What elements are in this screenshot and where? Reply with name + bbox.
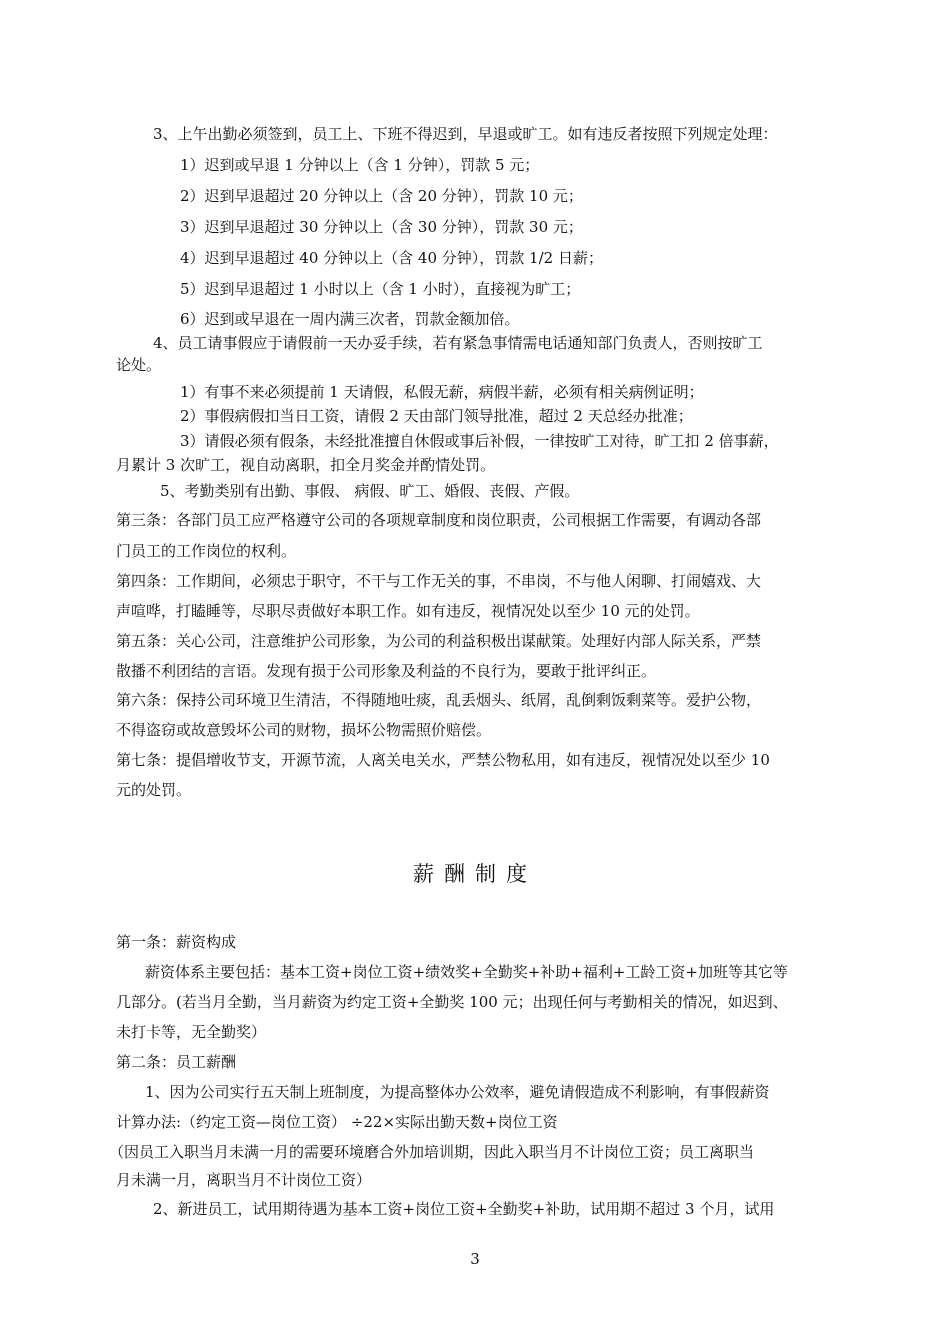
salary-rule-2: 2、新进员工，试用期待遇为基本工资+岗位工资+全勤奖+补助，试用期不超过 3 个月，试用 [153, 1200, 775, 1218]
salary-article-2: 第二条：员工薪酬 [116, 1053, 237, 1071]
page-number: 3 [470, 1250, 480, 1268]
attendance-rule-3: 3、上午出勤必须签到，员工上、下班不得迟到，早退或旷工。如有违反者按照下列规定处理： [153, 125, 778, 143]
salary-structure-cont-2: 未打卡等，无全勤奖） [116, 1023, 267, 1041]
leave-rule-4: 4、员工请事假应于请假前一天办妥手续，若有紧急事情需电话通知部门负责人，否则按旷工 [153, 334, 763, 352]
article-3-cont: 门员工的工作岗位的权利。 [116, 542, 297, 560]
salary-rule-1-formula: 计算办法:（约定工资—岗位工资） ÷22×实际出勤天数+岗位工资 [116, 1113, 558, 1131]
penalty-item-5: 5）迟到早退超过 1 小时以上（含 1 小时），直接视为旷工； [180, 280, 581, 298]
salary-article-1: 第一条：薪资构成 [116, 933, 237, 951]
article-4-cont: 声喧哗，打瞌睡等，尽职尽责做好本职工作。如有违反，视情况处以至少 10 元的处罚。 [116, 602, 700, 620]
article-7-cont: 元的处罚。 [116, 781, 192, 799]
leave-item-3-cont: 月累计 3 次旷工，视自动离职，扣全月奖金并酌情处罚。 [116, 456, 496, 474]
article-4: 第四条：工作期间，必须忠于职守，不干与工作无关的事，不串岗，不与他人闲聊、打闹嬉戏、大 [116, 572, 762, 590]
leave-item-3: 3）请假必须有假条，未经批准擅自休假或事后补假，一律按旷工对待，旷工扣 2 倍事薪， [180, 432, 779, 450]
article-6-cont: 不得盗窃或故意毁坏公司的财物，损坏公物需照价赔偿。 [116, 721, 492, 739]
attendance-categories: 5、考勤类别有出勤、事假、 病假、旷工、婚假、丧假、产假。 [160, 482, 580, 500]
salary-structure: 薪资体系主要包括：基本工资+岗位工资+绩效奖+全勤奖+补助+福利+工龄工资+加班等其它等 [145, 963, 788, 981]
section-title: 薪酬制度 [413, 862, 537, 886]
penalty-item-2: 2）迟到早退超过 20 分钟以上（含 20 分钟），罚款 10 元； [180, 187, 583, 205]
salary-rule-1-note-cont: 月未满一月，离职当月不计岗位工资） [116, 1171, 372, 1189]
salary-rule-1-note: （因员工入职当月未满一月的需要环境磨合外加培训期，因此入职当月不计岗位工资；员工离职当 [109, 1143, 755, 1161]
article-7: 第七条：提倡增收节支，开源节流，人离关电关水，严禁公物私用，如有违反，视情况处以至少 10 [116, 751, 770, 769]
leave-rule-4-cont: 论处。 [116, 356, 162, 374]
penalty-item-3: 3）迟到早退超过 30 分钟以上（含 30 分钟），罚款 30 元； [180, 218, 583, 236]
leave-item-2: 2）事假病假扣当日工资，请假 2 天由部门领导批准，超过 2 天总经办批准； [180, 407, 693, 425]
article-6: 第六条：保持公司环境卫生清洁，不得随地吐痰，乱丢烟头、纸屑，乱倒剩饭剩菜等。爱护公物， [116, 691, 762, 709]
penalty-item-1: 1）迟到或早退 1 分钟以上（含 1 分钟），罚款 5 元； [180, 156, 540, 174]
salary-rule-1: 1、因为公司实行五天制上班制度，为提高整体办公效率，避免请假造成不利影响，有事假薪资 [145, 1083, 770, 1101]
leave-item-1: 1）有事不来必须提前 1 天请假，私假无薪，病假半薪，必须有相关病例证明； [180, 383, 704, 401]
penalty-item-6: 6）迟到或早退在一周内满三次者，罚款金额加倍。 [180, 310, 520, 328]
salary-structure-cont-1: 几部分。(若当月全勤，当月薪资为约定工资+全勤奖 100 元；出现任何与考勤相关的情况，如迟到、 [116, 993, 788, 1011]
article-5-cont: 散播不利团结的言语。发现有损于公司形象及利益的不良行为，要敢于批评纠正。 [116, 662, 657, 680]
article-3: 第三条：各部门员工应严格遵守公司的各项规章制度和岗位职责，公司根据工作需要，有调动各部 [116, 511, 762, 529]
penalty-item-4: 4）迟到早退超过 40 分钟以上（含 40 分钟），罚款 1/2 日薪； [180, 249, 603, 267]
article-5: 第五条：关心公司，注意维护公司形象，为公司的利益积极出谋献策。处理好内部人际关系，严禁 [116, 632, 762, 650]
